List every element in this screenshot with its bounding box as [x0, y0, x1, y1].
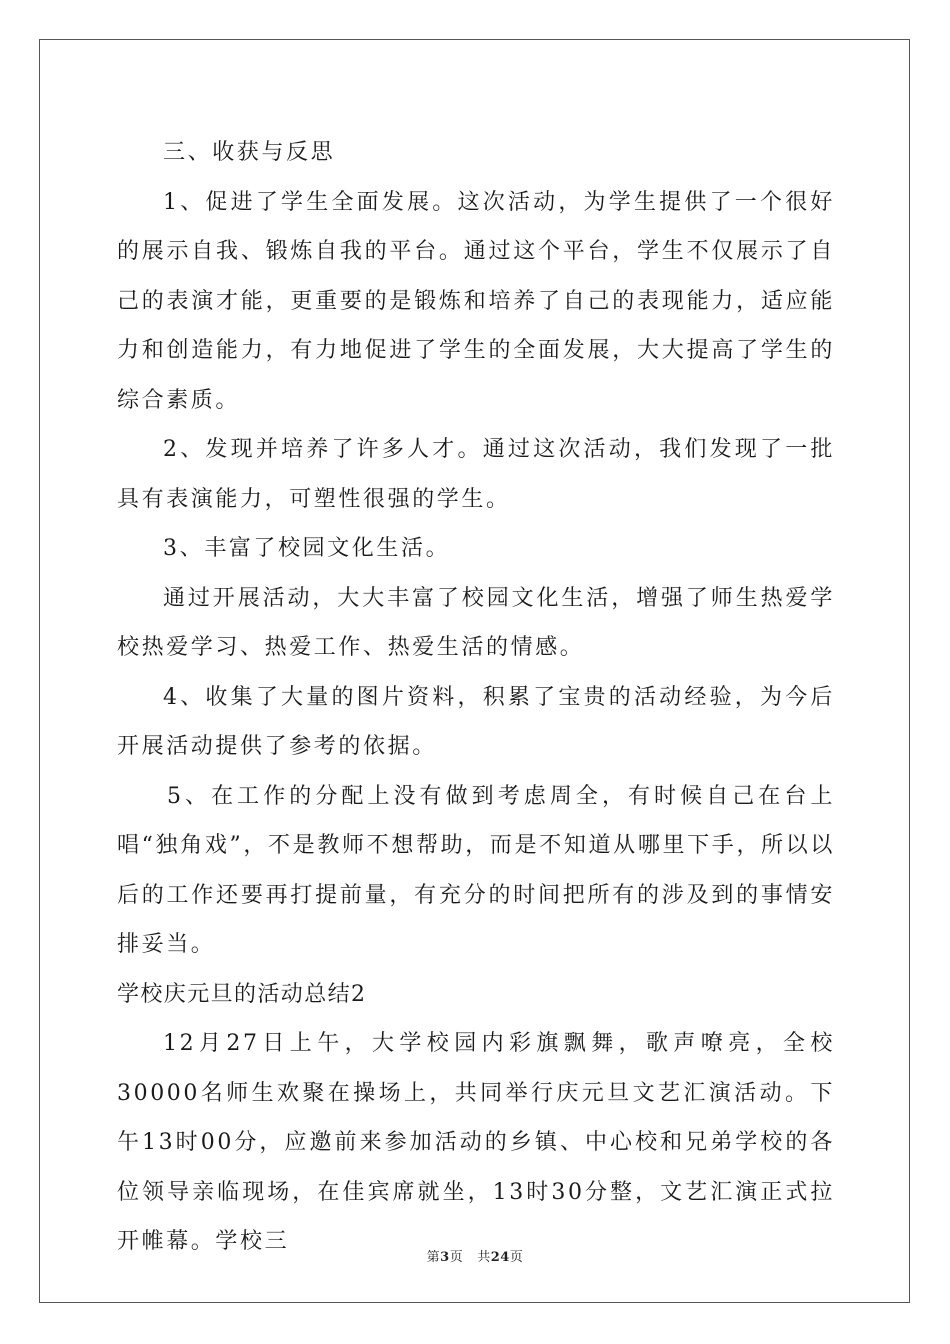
total-suffix: 页 [509, 1250, 524, 1265]
page-footer [0, 1246, 950, 1265]
section-heading: 三、收获与反思 [163, 140, 336, 165]
paragraph: 通过开展活动，大大丰富了校园文化生活，增强了师生热爱学校热爱学习、热爱工作、热爱生活的情感。 [117, 585, 835, 660]
article-title: 学校庆元旦的活动总结2 [117, 981, 367, 1007]
page-number: 3 [440, 1250, 450, 1265]
page-suffix: 页 [449, 1250, 464, 1265]
total-prefix: 共 [477, 1250, 491, 1265]
paragraph: 3、丰富了校园文化生活。 [163, 536, 451, 561]
page-prefix: 第 [426, 1250, 441, 1265]
page-total: 24 [490, 1250, 510, 1265]
paragraph: 5、在工作的分配上没有做到考虑周全，有时候自己在台上唱“独角戏”，不是教师不想帮助，而是不知道从哪里下手，所以以后的工作还要再打提前量，有充分的时间把所有的涉及到的事情安排妥当。 [117, 783, 835, 957]
paragraph: 12月27日上午，大学校园内彩旗飘舞，歌声嘹亮，全校30000名师生欢聚在操场上，共同举行庆元旦文艺汇演活动。下午13时00分，应邀前来参加活动的乡镇、中心校和兄弟学校的各位领导亲临现场，在佳宾席就坐，13时30分整，文艺汇演正式拉开帷幕。学校三 [117, 1031, 835, 1254]
paragraph: 4、收集了大量的图片资料，积累了宝贵的活动经验，为今后开展活动提供了参考的依据。 [117, 684, 835, 759]
paragraph: 1、促进了学生全面发展。这次活动，为学生提供了一个很好的展示自我、锻炼自我的平台。通过这个平台，学生不仅展示了自己的表演才能，更重要的是锻炼和培养了自己的表现能力，适应能力和创造能力，有力地促进了学生的全面发展，大大提高了学生的综合素质。 [117, 189, 835, 413]
document-body [117, 128, 835, 1267]
paragraph: 2、发现并培养了许多人才。通过这次活动，我们发现了一批具有表演能力，可塑性很强的学生。 [117, 437, 835, 512]
